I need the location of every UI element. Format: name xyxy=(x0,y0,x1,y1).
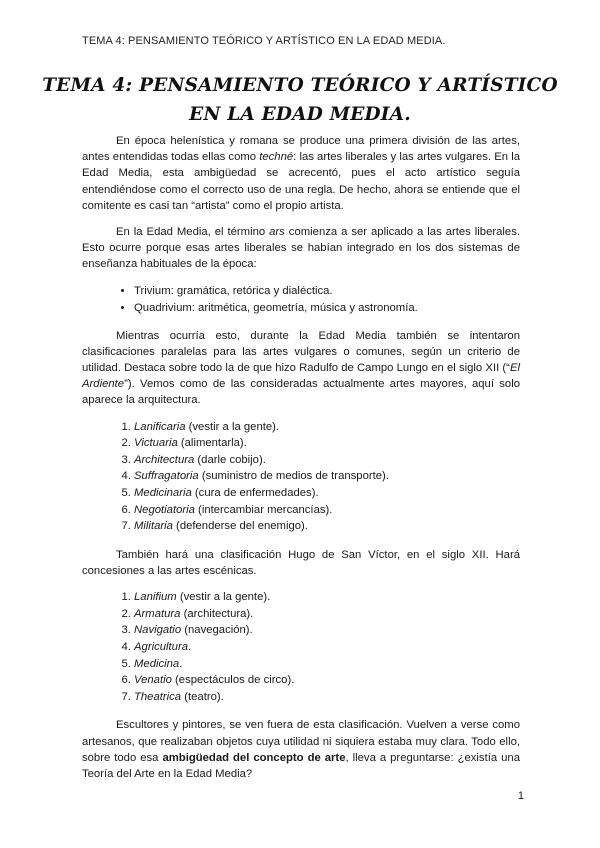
list-item xyxy=(134,622,520,639)
text-run: (intercambiar mercancías). xyxy=(194,503,333,516)
page-title-line-1: TEMA 4: PENSAMIENTO TEÓRICO Y ARTÍSTICO xyxy=(42,75,558,96)
list-item xyxy=(134,656,520,673)
list-item xyxy=(134,672,520,689)
list-item xyxy=(134,419,520,436)
text-run: (defenderse del enemigo). xyxy=(172,520,308,533)
text-run: . xyxy=(188,640,192,653)
list-item: • Quadrivium: aritmética, geometría, música y astronomía. xyxy=(134,300,520,317)
text-run: , lleva a preguntarse: ¿existía una Teoría del Arte en la Edad Media? xyxy=(82,751,520,780)
italic-term: Navigatio xyxy=(134,624,182,637)
italic-term: Lanificaria xyxy=(134,420,186,433)
text-run: ”). Vemos como de las consideradas actualmente artes mayores, aquí solo aparece la arquitectura. xyxy=(82,378,520,407)
paragraph-1 xyxy=(82,133,520,214)
italic-term: Venatio xyxy=(134,674,172,687)
italic-term: Architectura xyxy=(134,453,195,466)
page-title-line-2: EN LA EDAD MEDIA. xyxy=(189,104,411,125)
italic-term: Militaria xyxy=(134,520,173,533)
text-run: (darle cobijo). xyxy=(194,453,266,466)
text-run: (alimentarla). xyxy=(177,437,247,450)
document-body xyxy=(82,133,520,792)
text-run: En época helenística y romana se produce una primera división de las artes, antes entendidas todas ellas como xyxy=(82,135,520,164)
text-run: comienza a ser aplicado a las artes liberales. Esto ocurre porque esas artes liberales se habían integrado en los dos sistemas de enseñanza habituales de la época: xyxy=(82,226,520,271)
numbered-list-radulfo xyxy=(82,419,520,535)
text-run: En la Edad Media, el término xyxy=(116,226,270,239)
italic-term: Medicina xyxy=(134,657,180,670)
text-run: . xyxy=(179,657,183,670)
text-run: (vestir a la gente). xyxy=(176,591,271,604)
list-item xyxy=(134,485,520,502)
text-run: (architectura). xyxy=(180,607,254,620)
numbered-list-hugo xyxy=(82,589,520,705)
list-item: • Trivium: gramática, retórica y dialéctica. xyxy=(134,283,520,300)
italic-term: Suffragatoria xyxy=(134,470,199,483)
list-item xyxy=(134,606,520,623)
bullet-list xyxy=(82,283,520,317)
list-item xyxy=(134,518,520,535)
text-run: Mientras ocurría esto, durante la Edad Media también se intentaron clasificaciones paralelas para las artes vulgares o comunes, según un criterio de utilidad. Destaca sobre todo la de que hizo Radulfo de Campo Lungo en el siglo XII (“ xyxy=(82,329,520,375)
italic-term: ars xyxy=(269,226,285,239)
list-item xyxy=(134,452,520,469)
italic-term: Theatrica xyxy=(134,690,182,703)
italic-term: Negotiatoria xyxy=(134,503,195,516)
text-run: : las artes liberales y las artes vulgares. En la Edad Media, esta ambigüedad se acrecentó, pues el acto artístico seguía entendiéndose como el correcto uso de una regla. De hecho, ahora se entiende que el comitente es casi tan “artista” como el propio artista. xyxy=(82,151,520,212)
italic-term: Victuaria xyxy=(134,437,178,450)
text-run: (vestir a la gente). xyxy=(185,420,280,433)
text-run: (teatro). xyxy=(181,690,224,703)
bold-phrase: ambigüedad del concepto de arte xyxy=(162,751,346,764)
list-item xyxy=(134,502,520,519)
italic-term: Agricultura xyxy=(134,640,188,653)
text-run: (cura de enfermedades). xyxy=(191,487,319,500)
italic-term: Medicinaria xyxy=(134,487,192,500)
page-number: 1 xyxy=(517,790,524,802)
list-item xyxy=(134,639,520,656)
text-run: (espectáculos de circo). xyxy=(171,674,295,687)
list-item xyxy=(134,689,520,706)
italic-term: El Ardiente xyxy=(82,362,520,391)
text-run: (suministro de medios de transporte). xyxy=(198,470,389,483)
text-run: Escultores y pintores, se ven fuera de esta clasificación. Vuelven a verse como artesanos, que realizaban objetos cuya utilidad ni siquiera estaba muy clara. Todo ello, sobre todo esa xyxy=(82,719,520,764)
list-item xyxy=(134,435,520,452)
paragraph-3 xyxy=(82,328,520,409)
paragraph-5 xyxy=(82,717,520,782)
italic-term: techné xyxy=(259,151,294,164)
list-item xyxy=(134,589,520,606)
running-header: TEMA 4: PENSAMIENTO TEÓRICO Y ARTÍSTICO EN LA EDAD MEDIA. xyxy=(82,35,446,47)
italic-term: Lanifium xyxy=(134,591,177,604)
italic-term: Armatura xyxy=(134,607,181,620)
paragraph-4: También hará una clasificación Hugo de San Víctor, en el siglo XII. Hará concesiones a las artes escénicas. xyxy=(82,548,520,577)
paragraph-2 xyxy=(82,224,520,273)
text-run: (navegación). xyxy=(181,624,253,637)
list-item xyxy=(134,468,520,485)
